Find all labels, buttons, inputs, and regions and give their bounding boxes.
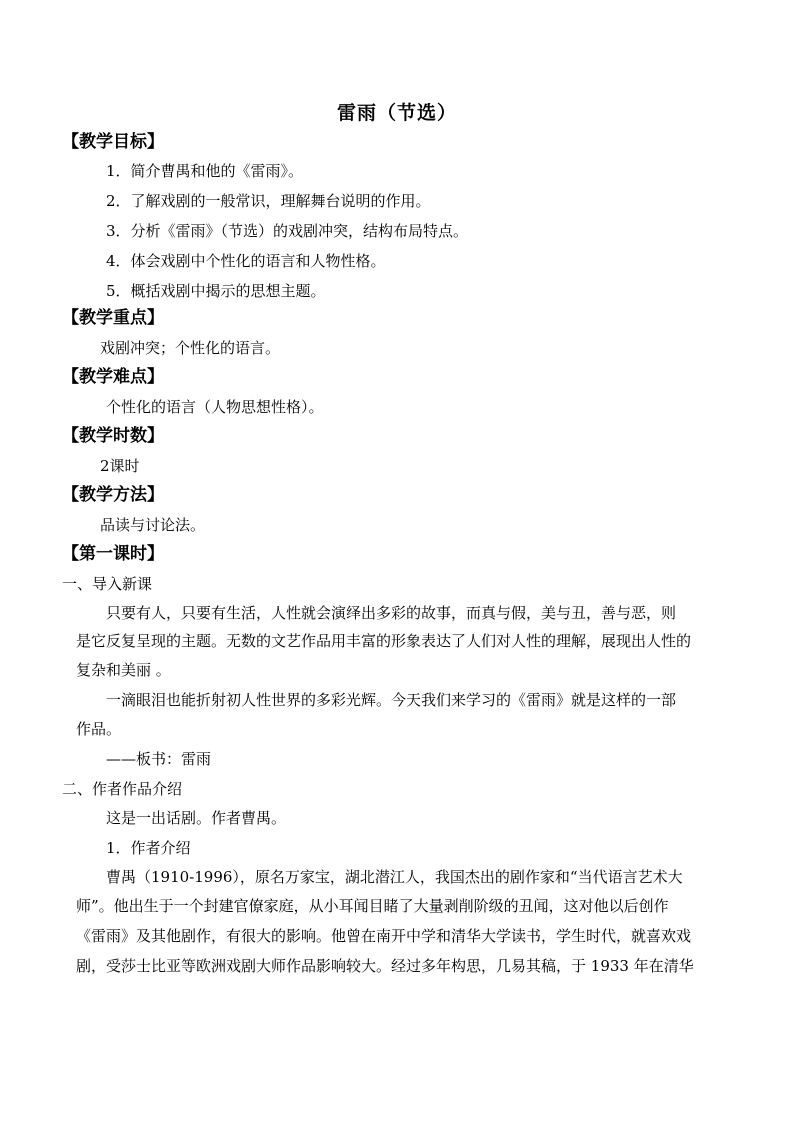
hours-heading: 【教学时数】 — [62, 426, 164, 446]
paragraph-line: 一滴眼泪也能折射初人性世界的多彩光辉。今天我们来学习的《雷雨》就是这样的一部 — [106, 691, 677, 709]
section-two-subheading: 1．作者介绍 — [106, 839, 191, 857]
difficulties-text: 个性化的语言（人物思想性格）。 — [106, 398, 324, 416]
key-points-text: 戏剧冲突；个性化的语言。 — [100, 339, 281, 357]
paragraph-line: 剧，受莎士比亚等欧洲戏剧大师作品影响较大。经过多年构思，几易其稿，于 1933 年在清华 — [76, 957, 694, 975]
key-points-heading: 【教学重点】 — [62, 308, 164, 328]
paragraph-line: 曹禺（1910-1996），原名万家宝，湖北潜江人，我国杰出的剧作家和“当代语言艺术大 — [106, 868, 683, 886]
paragraph-line: 作品。 — [76, 720, 122, 738]
section-two-heading: 二、作者作品介绍 — [62, 780, 183, 798]
section-two-intro: 这是一出话剧。作者曹禺。 — [106, 809, 287, 827]
goal-item: 1．简介曹禺和他的《雷雨》。 — [106, 162, 304, 180]
method-heading: 【教学方法】 — [62, 485, 164, 505]
paragraph-line: 《雷雨》及其他剧作，有很大的影响。他曾在南开中学和清华大学读书，学生时代，就喜欢戏 — [76, 927, 692, 945]
section-one-heading: 一、导入新课 — [62, 575, 153, 593]
goal-item: 4．体会戏剧中个性化的语言和人物性格。 — [106, 252, 386, 270]
document-title: 雷雨（节选） — [336, 102, 457, 124]
method-text: 品读与讨论法。 — [100, 516, 206, 534]
difficulties-heading: 【教学难点】 — [62, 367, 164, 387]
hours-text: 2课时 — [100, 457, 140, 475]
lesson-one-heading: 【第一课时】 — [62, 544, 164, 564]
goal-item: 5．概括戏剧中揭示的思想主题。 — [106, 282, 326, 300]
goal-item: 3．分析《雷雨》（节选）的戏剧冲突，结构布局特点。 — [106, 222, 469, 240]
paragraph-line: 只要有人，只要有生活，人性就会演绎出多彩的故事，而真与假，美与丑，善与恶，则 — [106, 604, 677, 622]
goals-heading: 【教学目标】 — [62, 132, 164, 152]
paragraph-line: 是它反复呈现的主题。无数的文艺作品用丰富的形象表达了人们对人性的理解，展现出人性的 — [76, 632, 692, 650]
paragraph-line: 师”。他出生于一个封建官僚家庭，从小耳闻目睹了大量剥削阶级的丑闻，这对他以后创作 — [76, 897, 669, 915]
goal-item: 2．了解戏剧的一般常识，理解舞台说明的作用。 — [106, 192, 431, 210]
paragraph-line: 复杂和美丽 。 — [76, 661, 171, 679]
blackboard-note: ——板书：雷雨 — [106, 750, 212, 768]
